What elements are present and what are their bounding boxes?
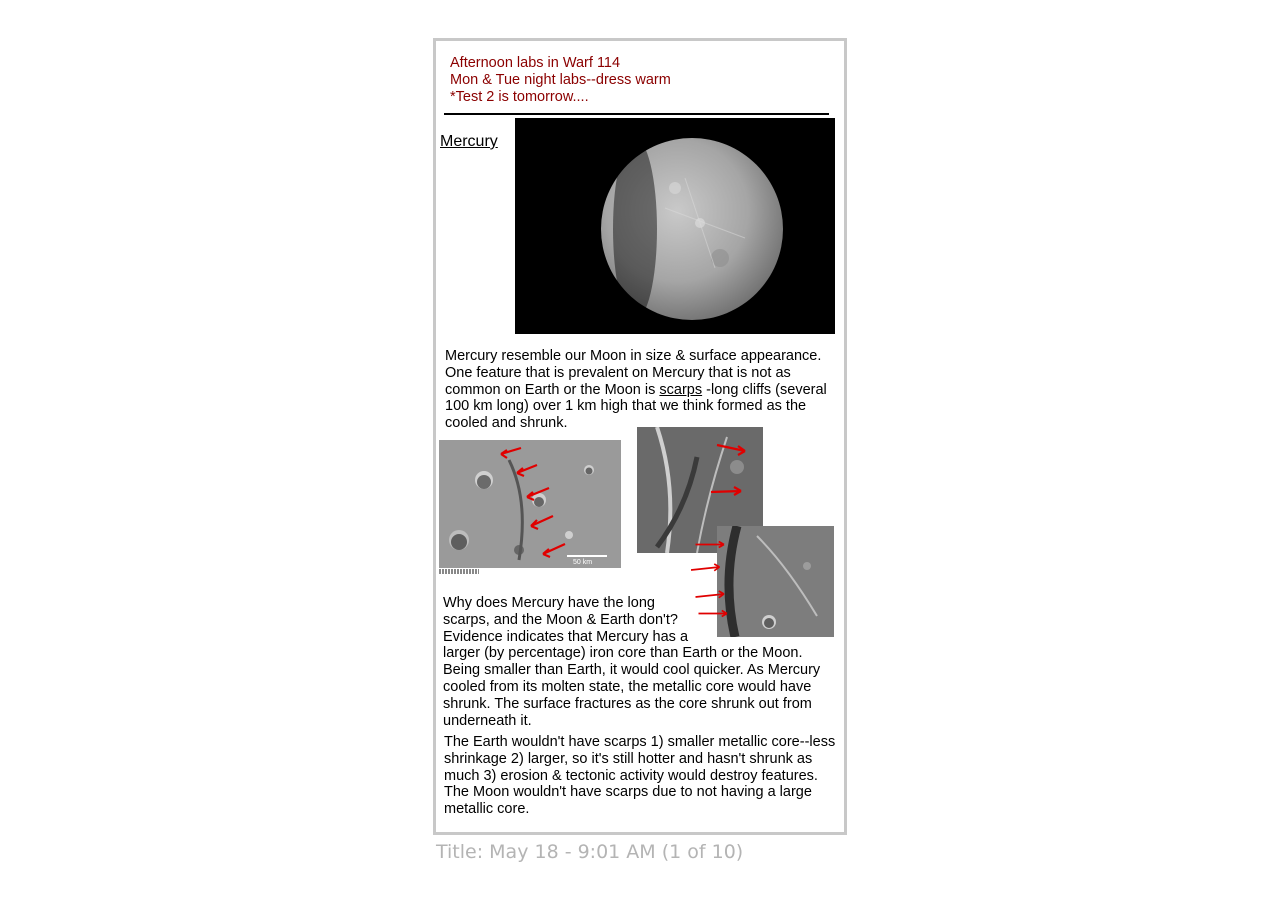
note-line-test: *Test 2 is tomorrow.... xyxy=(450,89,589,105)
note-line-night-labs: Mon & Tue night labs--dress warm xyxy=(450,72,671,88)
scarp-photo-cratered xyxy=(439,440,621,568)
scale-bar-label: 50 km xyxy=(573,559,593,566)
announcement-notes xyxy=(450,55,671,106)
photo-caption-mark xyxy=(439,569,479,574)
mercury-photo xyxy=(515,118,835,334)
earth-moon-text: The Earth wouldn't have scarps 1) smaller metallic core--less shrinkage 2) larger, so it's still hotter and hasn't shrunk as much 3) erosion & tectonic activity would destroy features. The Moon wouldn't have scarps due to not having a large metallic core. xyxy=(444,734,836,818)
float-spacer xyxy=(705,595,843,639)
page-title-footer: Title: May 18 - 9:01 AM (1 of 10) xyxy=(436,841,744,863)
intro-text-tail: -long cliffs (several 100 km long) over 1 km high that we think formed as the cooled and shrunk. xyxy=(445,381,827,432)
divider-line xyxy=(444,113,829,115)
scarps-intro-text xyxy=(445,348,840,432)
why-scarps-text xyxy=(443,595,843,729)
scarps-term: scarps xyxy=(659,381,703,398)
note-page xyxy=(433,38,847,835)
section-heading: Mercury xyxy=(440,133,498,150)
why-scarps-body: Why does Mercury have the long scarps, and the Moon & Earth don't? Evidence indicates that Mercury has a larger (by percentage) iron core than Earth or the Moon. Being smaller than Earth, it would cool quicker. As Mercury cooled from its molten state, the metallic core would have shrunk. The surface fractures as the core shrunk out from underneath it. xyxy=(443,595,821,729)
intro-text-part: Mercury resemble our Moon in size & surface appearance. One feature that is prevalent on Mercury that is not as common on Earth or the Moon is xyxy=(445,348,822,398)
note-line-labs: Afternoon labs in Warf 114 xyxy=(450,55,621,71)
